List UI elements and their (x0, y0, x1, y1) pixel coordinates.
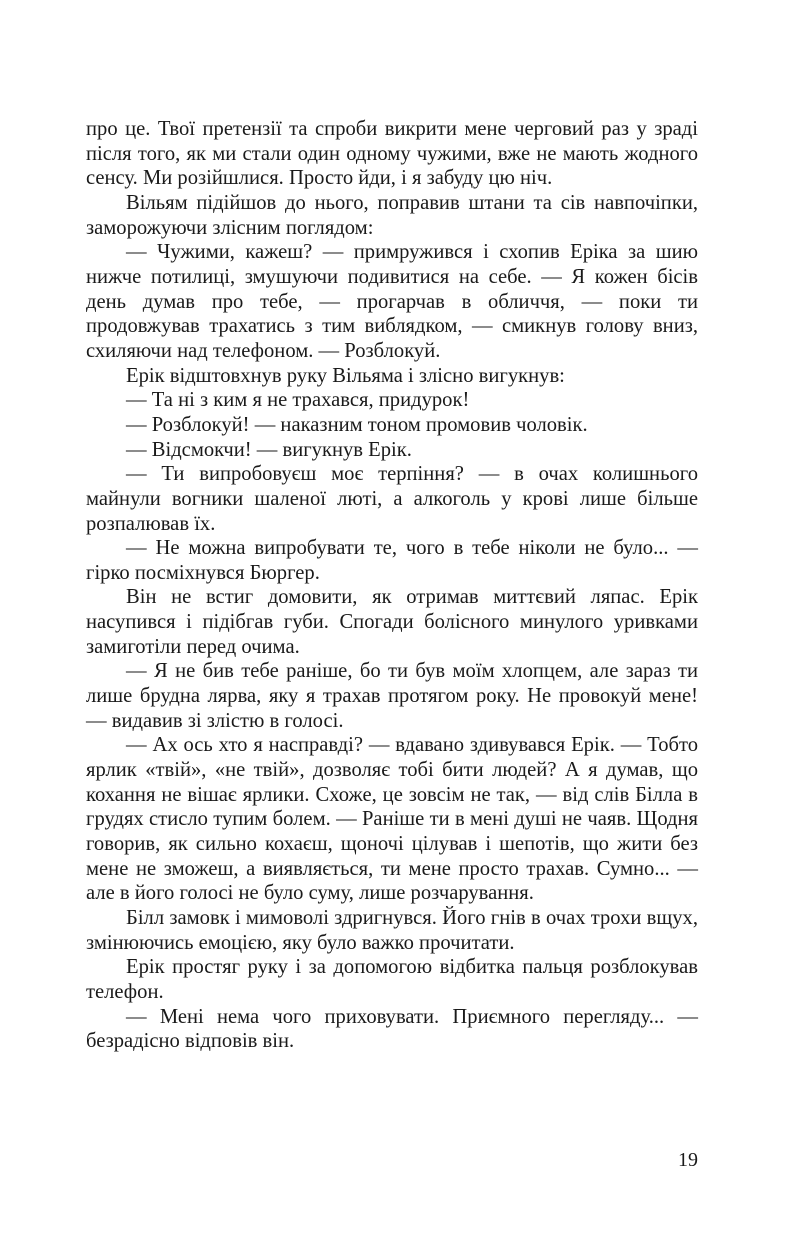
paragraph-9: — Не можна випробувати те, чого в тебе ніколи не було... — гірко посміхнувся Бюргер. (86, 537, 698, 584)
paragraph-5: — Та ні з ким я не трахався, придурок! (126, 389, 470, 412)
paragraph-14: Ерік простяг руку і за допомогою відбитка пальця розблокував телефон. (86, 956, 698, 1003)
body-text (86, 117, 698, 1054)
paragraph-13: Білл замовк і мимоволі здригнувся. Його гнів в очах трохи вщух, змінюючись емоцією, яку було важко прочитати. (86, 907, 698, 954)
paragraph-2: Вільям підійшов до нього, поправив штани та сів навпочіпки, заморожуючи злісним поглядом: (86, 191, 698, 239)
paragraph-15: — Мені нема чого приховувати. Приємного перегляду... — безрадісно відповів він. (86, 1005, 698, 1053)
paragraph-6: — Розблокуй! — наказним тоном промовив чоловік. (126, 413, 588, 436)
paragraph-11: — Я не бив тебе раніше, бо ти був моїм хлопцем, але зараз ти лише брудна лярва, яку я трахав протягом року. Не провокуй мене! — видавив зі злістю в голосі. (86, 660, 698, 732)
page-number: 19 (678, 1149, 698, 1171)
paragraph-4: Ерік відштовхнув руку Вільяма і злісно вигукнув: (126, 364, 565, 387)
paragraph-10: Він не встиг домовити, як отримав миттєвий ляпас. Ерік насупився і підібгав губи. Спогади болісного минулого уривками замиготіли перед очима. (86, 586, 698, 658)
paragraph-8: — Ти випробовуєш моє терпіння? — в очах колишнього майнули вогники шаленої люті, а алкоголь у крові лише більше розпалював їх. (86, 463, 698, 535)
paragraph-3: — Чужими, кажеш? — примружився і схопив Еріка за шию нижче потилиці, змушуючи подивитися на себе. — Я кожен бісів день думав про тебе, — прогарчав в обличчя, — поки ти продовжував трахатись з тим виблядком, — смикнув голову вниз, схиляючи над телефоном. — Розблокуй. (86, 241, 698, 362)
paragraph-1: про це. Твої претензії та спроби викрити мене черговий раз у зраді після того, як ми стали один одному чужими, вже не мають жодного сенсу. Ми розійшлися. Просто йди, і я забуду цю ніч. (86, 118, 698, 190)
paragraph-7: — Відсмокчи! — вигукнув Ерік. (126, 438, 412, 461)
paragraph-12: — Ах ось хто я насправді? — вдавано здивувався Ерік. — Тобто ярлик «твій», «не твій», дозволяє тобі бити людей? А я думав, що кохання не вішає ярлики. Схоже, це зовсім не так, — від слів Білла в грудях стисло тупим болем. — Раніше ти в мені душі не чаяв. Щодня говорив, як сильно кохаєш, щоночі цілував і шепотів, що жити без мене не зможеш, а виявляється, ти мене просто трахав. Сумно... — але в його голосі не було суму, лише розчарування. (86, 734, 698, 905)
